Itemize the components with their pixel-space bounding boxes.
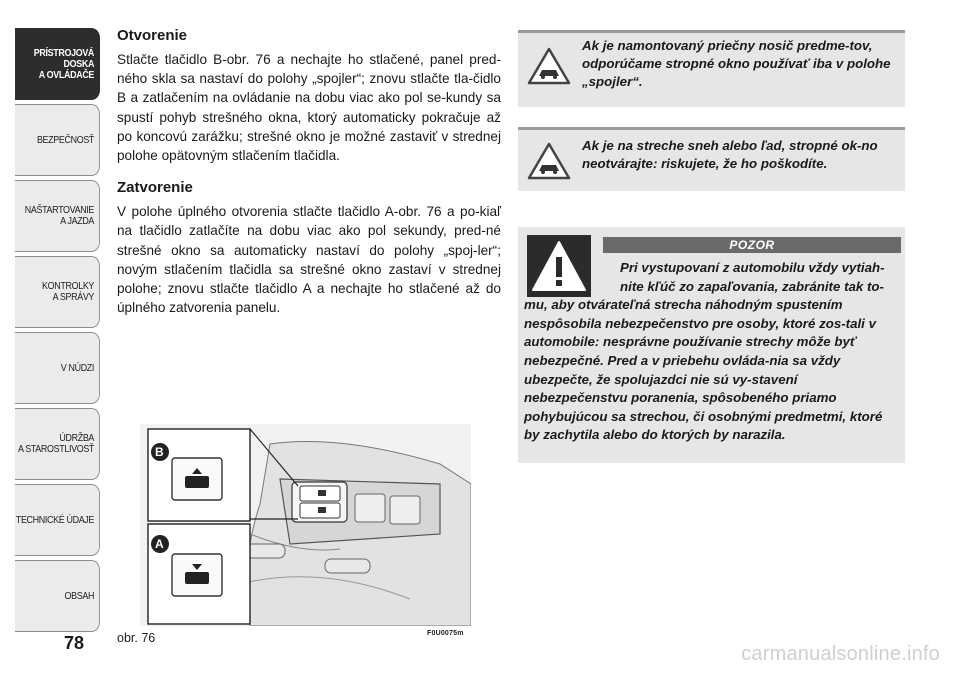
warning-box <box>518 227 905 463</box>
tab-kontrolky[interactable]: KONTROLKY A SPRÁVY <box>15 256 100 328</box>
tab-technicke-udaje[interactable]: TECHNICKÉ ÚDAJE <box>15 484 100 556</box>
close-heading: Zatvorenie <box>117 179 193 197</box>
roof-console-illustration <box>140 424 471 626</box>
warning-lead: Pri vystupovaní z automobilu vždy vytiah-nite kľúč zo zapaľovania, zabránite tak to- <box>620 260 885 294</box>
page-number: 78 <box>64 633 85 653</box>
tab-v-nudzi[interactable]: V NÚDZI <box>15 332 100 404</box>
label-a: A <box>155 537 164 551</box>
tab-udrzba[interactable]: ÚDRŽBA A STAROSTLIVOSŤ <box>15 408 100 480</box>
warning-title: POZOR <box>603 237 901 253</box>
note-snow-ice-text: Ak je na streche sneh alebo ľad, stropné ok-no neotvárajte: riskujete, že ho poškodíte. <box>582 138 878 171</box>
car-warning-icon <box>527 47 571 85</box>
instructions-column <box>117 27 501 331</box>
note-roof-rack <box>518 30 905 107</box>
note-snow-ice <box>518 127 905 191</box>
car-warning-icon <box>527 142 571 180</box>
figure-caption: obr. 76 <box>117 631 156 645</box>
open-text: Stlačte tlačidlo B-obr. 76 a nechajte ho stlačené, panel pred-ného skla sa nastaví do polohy „spojler“; znovu stlačte tla-čidlo B a zatlačením na ovládanie na dobu viac ako pol se-kundy sa spustí pohyb strešného okna, ktorý automaticky pokračuje až po koncovú zarážku; strešné okno je možné zastaviť v strednej polohe opätovným stlačením tlačidla. <box>117 52 501 164</box>
tab-bezpecnost[interactable]: BEZPEČNOSŤ <box>15 104 100 176</box>
note-roof-rack-text: Ak je namontovaný priečny nosič predme-tov, odporúčame stropné okno používať iba v polohe „spojler“. <box>582 38 891 89</box>
close-text: V polohe úplného otvorenia stlačte tlačidlo A-obr. 76 a po-kiaľ na tlačidlo zatlačíte na dobu viac ako pol sekundy, pred-né strešné okno sa automaticky nastaví do polohy „spoj-ler“; novým stlačením tlačidla sa strešné okno zastaví v strednej polohe; znovu stlačte tlačidlo A a nechajte ho stlačené až do úplného zatvorenia panelu. <box>117 204 501 316</box>
roof-control-figure <box>140 424 471 626</box>
tab-pristrojova-doska[interactable]: PRÍSTROJOVÁ DOSKA A OVLÁDAČE <box>15 28 100 100</box>
watermark: carmanualsonline.info <box>741 643 940 665</box>
tab-obsah[interactable]: OBSAH <box>15 560 100 632</box>
label-b: B <box>155 445 164 459</box>
figure-code: F0U0075m <box>427 630 464 637</box>
tab-nastartovanie[interactable]: NAŠTARTOVANIE A JAZDA <box>15 180 100 252</box>
warning-rest: mu, aby otvárateľná strecha náhodným spustením nespôsobila nebezpečenstvo pre osoby, ktoré zos-tali v automobile: nesprávne používanie strechy môže byť nebezpečné. Pred a v priebehu ovláda-nia sa vždy ubezpečte, že spolujazdci nie sú vy-stavení nebezpečenstvu poranenia, spôsobeného priamo pohybujúcou sa strechou, či osobnými predmetmi, ktoré by zachytila alebo do ktorých by narazila. <box>524 297 883 443</box>
open-heading: Otvorenie <box>117 27 188 44</box>
warning-text <box>524 259 900 445</box>
